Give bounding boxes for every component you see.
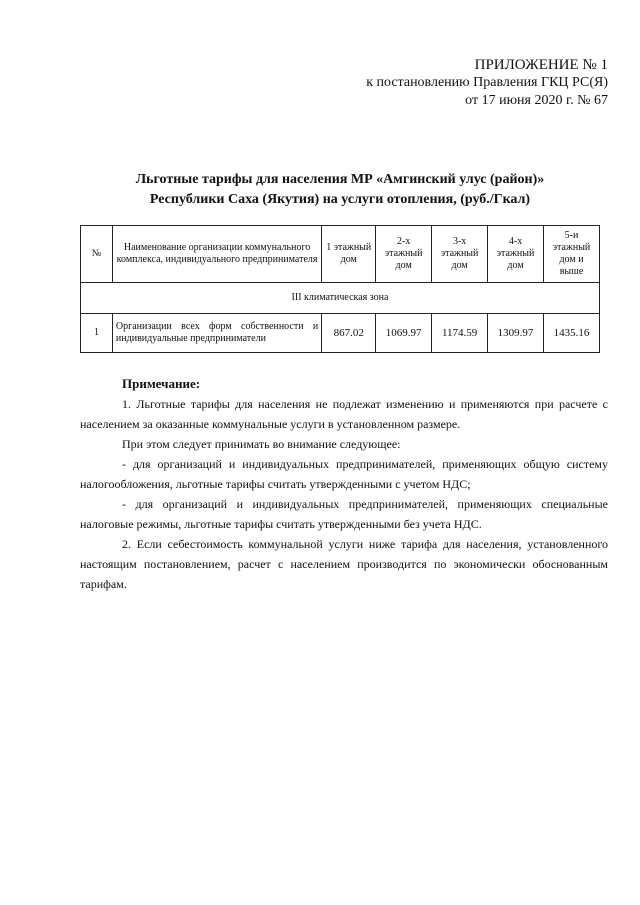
notes-section	[80, 374, 608, 594]
note-paragraph-1: 1. Льготные тарифы для населения не подлежат изменению и применяются при расчете с населением за оказанные коммунальные услуги в установленном размере.	[80, 397, 608, 431]
header-2-floor: 2-х этажный дом	[376, 226, 432, 283]
table-row	[81, 314, 600, 353]
tariff-3-floor: 1174.59	[432, 314, 488, 353]
tariff-table	[80, 225, 600, 353]
note-paragraph-3: - для организаций и индивидуальных предпринимателей, применяющих общую систему налогообложения, льготные тарифы считать утвержденными с учетом НДС;	[80, 457, 608, 491]
row-organization: Организации всех форм собственности и индивидуальные предприниматели	[112, 314, 321, 353]
header-organization: Наименование организации коммунального комплекса, индивидуального предпринимателя	[112, 226, 321, 283]
note-paragraph-4: - для организаций и индивидуальных предпринимателей, применяющих специальные налоговые режимы, льготные тарифы считать утвержденными без учета НДС.	[80, 497, 608, 531]
tariff-1-floor: 867.02	[322, 314, 376, 353]
notes-heading: Примечание:	[122, 376, 201, 391]
tariff-4-floor: 1309.97	[488, 314, 544, 353]
header-1-floor: 1 этажный дом	[322, 226, 376, 283]
title-line-1: Льготные тарифы для населения МР «Амгинский улус (район)»	[135, 172, 545, 187]
document-title	[80, 170, 600, 210]
note-paragraph-5: 2. Если себестоимость коммунальной услуги ниже тарифа для населения, установленного настоящим постановлением, расчет с населением производится по экономически обоснованным тарифам.	[80, 537, 608, 591]
appendix-date: от 17 июня 2020 г. № 67	[465, 93, 608, 108]
climate-zone-row	[81, 283, 600, 314]
table-header-row	[81, 226, 600, 283]
appendix-reference: к постановлению Правления ГКЦ РС(Я)	[366, 75, 608, 90]
appendix-title: ПРИЛОЖЕНИЕ № 1	[474, 57, 608, 73]
note-paragraph-2: При этом следует принимать во внимание следующее:	[122, 437, 401, 451]
tariff-2-floor: 1069.97	[376, 314, 432, 353]
row-number: 1	[81, 314, 113, 353]
header-number: №	[81, 226, 113, 283]
tariff-5-floor-plus: 1435.16	[544, 314, 600, 353]
header-3-floor: 3-х этажный дом	[432, 226, 488, 283]
title-line-2: Республики Саха (Якутия) на услуги отопления, (руб./Гкал)	[149, 192, 531, 207]
climate-zone-label: III климатическая зона	[81, 283, 600, 314]
header-5-floor-plus: 5-и этажный дом и выше	[544, 226, 600, 283]
header-4-floor: 4-х этажный дом	[488, 226, 544, 283]
appendix-block	[366, 56, 608, 110]
